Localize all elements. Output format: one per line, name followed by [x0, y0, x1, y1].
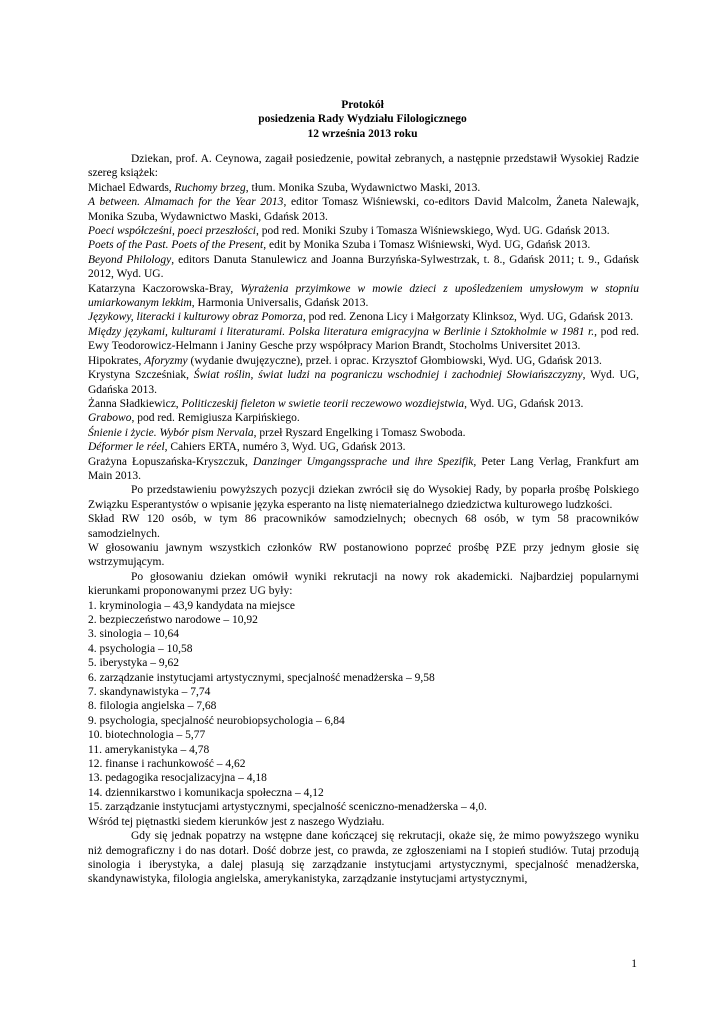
book-details: , pod red. Zenona Licy i Małgorzaty Klinksoz, Wyd. UG, Gdańsk 2013. [302, 311, 634, 324]
book-entry [88, 282, 639, 311]
book-author: Grażyna Łopuszańska-Kryszczuk, [88, 455, 253, 468]
book-title: Wyrażenia przyimkowe w mowie dzieci z upośledzeniem umysłowym w stopniu umiarkowanym lekkim [88, 282, 640, 310]
book-title: Aforyzmy [144, 354, 188, 367]
book-entry [88, 238, 639, 252]
ranking-item: 14. dziennikarstwo i komunikacja społeczna – 4,12 [88, 786, 324, 799]
book-title: Beyond Philology [88, 253, 172, 266]
book-details: Peter Lang Verlag, Frankfurt am Main 2013. [88, 455, 639, 482]
book-details: , editor Tomasz Wiśniewski, co-editors David Malcolm, Żaneta Nalewajk, Monika Szuba, Wydawnictwo Maski, Gdańsk 2013. [88, 196, 639, 223]
final-paragraph: Gdy się jednak popatrzy na wstępne dane kończącej się rekrutacji, okaże się, że mimo powyższego wyniku niż demograficzny i do nas dotarł. Dość dobrze jest, co prawda, ze zgłoszeniami na I stopień studiów. Tutaj przodują sinologia i iberystyka, a dalej plasują się zarządzanie instytucjami artystycznymi, specjalność menadżerska, skandynawistyka, filologia angielska, amerykanistyka, zarządzanie instytucjami artystycznymi, [88, 830, 639, 886]
book-entry [88, 411, 639, 425]
document-heading [0, 98, 725, 141]
intro-paragraph: Dziekan, prof. A. Ceynowa, zagaił posiedzenie, powitał zebranych, a następnie przedstawił Wysokiej Radzie szereg książek: [88, 153, 639, 180]
ranking-item: 13. pedagogika resocjalizacyjna – 4,18 [88, 772, 267, 785]
ranking-item: 7. skandynawistyka – 7,74 [88, 686, 211, 699]
vote-paragraph: W głosowaniu jawnym wszystkich członków RW postanowiono poprzeć prośbę PZE przy jednym głosie się wstrzymującym. [88, 541, 639, 569]
faculty-note-paragraph: Wśród tej piętnastki siedem kierunków jest z naszego Wydziału. [88, 815, 385, 828]
page-number: 1 [631, 958, 637, 970]
book-entry [88, 181, 639, 195]
book-title: Grabowo [88, 412, 132, 425]
book-entry [88, 325, 639, 354]
book-details: , Harmonia Universalis, Gdańsk 2013. [191, 297, 369, 310]
book-title: Świat roślin, świat ludzi na pograniczu wschodniej i zachodniej Słowiańszczyzny [193, 369, 583, 382]
document-date: 12 września 2013 roku [307, 127, 418, 140]
book-entry [88, 354, 639, 368]
ranking-item: 15. zarządzanie instytucjami artystycznymi, specjalność sceniczno-menadżerska – 4,0. [88, 801, 487, 814]
book-author: Krystyna Szcześniak, [88, 369, 194, 382]
book-details: , tłum. Monika Szuba, Wydawnictwo Maski, 2013. [245, 181, 481, 194]
book-list [88, 181, 639, 484]
book-details: , pod red. Remigiusza Karpińskiego. [131, 412, 300, 425]
ranking-item: 4. psychologia – 10,58 [88, 642, 193, 655]
book-title: Politiczeskij fieleton w swietie teorii reczewowo wozdiejstwia [181, 397, 465, 410]
book-details: , Wyd. UG, Gdańska 2013. [88, 369, 639, 396]
book-title: Danzinger Umgangssprache und ihre Spezifik, [252, 455, 477, 468]
esperanto-paragraph: Po przedstawieniu powyższych pozycji dziekan zwrócił się do Wysokiej Rady, by poparła prośbę Polskiego Związku Esperantystów o wpisanie języka esperanto na listę niematerialnego dziedzictwa kulturowego ludzkości. [88, 484, 639, 511]
book-author: Hipokrates, [88, 354, 145, 367]
book-entry [88, 253, 639, 282]
book-title: Między językami, kulturami i literaturami. Polska literatura emigracyjna w Berlinie i Sztokholmie w 1981 r. [88, 325, 595, 338]
book-details: (wydanie dwujęzyczne), przeł. i oprac. Krzysztof Głombiowski, Wyd. UG, Gdańsk 2013. [187, 354, 602, 367]
book-details: , edit by Monika Szuba i Tomasz Wiśniewski, Wyd. UG, Gdańsk 2013. [263, 239, 591, 252]
document-title: Protokół [341, 99, 384, 111]
ranking-item: 8. filologia angielska – 7,68 [88, 700, 217, 713]
ranking-item: 12. finanse i rachunkowość – 4,62 [88, 758, 246, 771]
ranking-item: 11. amerykanistyka – 4,78 [88, 743, 210, 756]
book-author: Michael Edwards, [88, 181, 175, 194]
book-title: Językowy, literacki i kulturowy obraz Pomorza [88, 311, 303, 324]
book-entry [88, 397, 639, 411]
book-details: , pod red. Moniki Szuby i Tomasza Wiśniewskiego, Wyd. UG. Gdańsk 2013. [256, 225, 610, 238]
ranking-item: 9. psychologia, specjalność neurobiopsychologia – 6,84 [88, 714, 345, 727]
book-entry [88, 195, 639, 224]
ranking-item: 6. zarządzanie instytucjami artystycznymi, specjalność menadżerska – 9,58 [88, 671, 435, 684]
book-author: Żanna Sładkiewicz, [88, 397, 182, 410]
book-title: A between. Almamach for the Year 2013 [88, 196, 284, 209]
book-details: , Cahiers ERTA, numéro 3, Wyd. UG, Gdańsk 2013. [164, 441, 406, 454]
recruitment-paragraph: Po głosowaniu dziekan omówił wyniki rekrutacji na nowy rok akademicki. Najbardziej popularnymi kierunkami proponowanymi przez UG były: [88, 570, 639, 598]
ranking-item: 5. iberystyka – 9,62 [88, 657, 180, 670]
book-entry [88, 224, 639, 238]
book-details: , przeł Ryszard Engelking i Tomasz Swoboda. [253, 426, 466, 439]
book-title: Ruchomy brzeg [174, 181, 246, 194]
book-entry [88, 368, 639, 397]
book-title: Śnienie i życie. Wybór pism Nervala [88, 426, 254, 439]
ranking-item: 2. bezpieczeństwo narodowe – 10,92 [88, 614, 258, 626]
book-title: Poeci współcześni, poeci przeszłości [88, 225, 257, 238]
book-entry [88, 426, 639, 440]
book-entry [88, 310, 639, 324]
ranking-item: 3. sinologia – 10,64 [88, 628, 180, 641]
book-title: Déformer le réel [88, 441, 165, 454]
document-body [88, 152, 639, 887]
book-details: , pod red. Ewy Teodorowicz-Helmann i Janiny Gesche przy współpracy Marion Brandt, Stocholms Universitet 2013. [88, 325, 639, 353]
ranking-item: 1. kryminologia – 43,9 kandydata na miejsce [88, 599, 295, 612]
ranking-list [88, 599, 639, 815]
book-entry [88, 455, 639, 484]
ranking-item: 10. biotechnologia – 5,77 [88, 729, 206, 742]
book-title: Poets of the Past. Poets of the Present [88, 239, 264, 252]
book-details: , editors Danuta Stanulewicz and Joanna Burzyńska-Sylwestrzak, t. 8., Gdańsk 2011; t. 9., Gdańsk 2012, Wyd. UG. [88, 253, 639, 281]
book-entry [88, 440, 639, 454]
document-subtitle: posiedzenia Rady Wydziału Filologicznego [258, 113, 467, 126]
book-details: , Wyd. UG, Gdańsk 2013. [464, 397, 584, 410]
council-composition-paragraph: Skład RW 120 osób, w tym 86 pracowników samodzielnych; obecnych 68 osób, w tym 58 pracowników samodzielnych. [88, 513, 639, 540]
book-author: Katarzyna Kaczorowska-Bray, [88, 282, 241, 295]
